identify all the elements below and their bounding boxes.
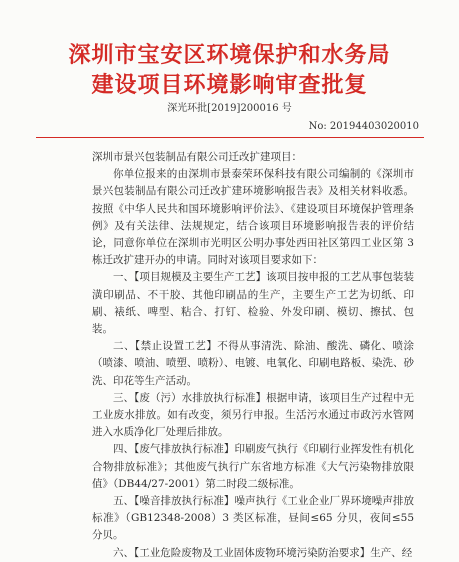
requirement-item-4: 四、【废气排放执行标准】印刷废气执行《印刷行业挥发性有机化合物排放标准》；其他废气执行广东省地方标准《大气污染物排放限值》（DB44/27-2001）第二时段二级标准。 [92, 443, 414, 490]
document-number: 深光环批[2019]200016 号 [167, 103, 292, 114]
requirement-item-3: 三、【废（污）水排放执行标准】根据申请，该项目生产过程中无工业废水排放。如有改变，须另行申报。生活污水通过市政污水管网进入水质净化厂处理后排放。 [92, 391, 414, 439]
document-body [92, 149, 414, 562]
addressee: 深圳市景兴包装制品有限公司迁改扩建项目： [92, 151, 302, 163]
document-title-line2: 建设项目环境影响审查批复 [91, 72, 368, 98]
serial-number: No: 20194403020010 [308, 121, 419, 132]
requirement-item-5: 五、【噪音排放执行标准】噪声执行《工业企业厂界环境噪声排放标准》（GB12348-2008）3 类区标准，昼间≤65 分贝，夜间≤55 分贝。 [92, 495, 414, 542]
header-divider [36, 137, 424, 138]
document-title-line1: 深圳市宝安区环境保护和水务局 [68, 42, 391, 68]
requirement-item-1: 一、【项目规模及主要生产工艺】该项目按申报的工艺从事包装装潢印刷品、不干胶、其他印刷品的生产，主要生产工艺为切纸、印刷、裱纸、啤型、粘合、打钉、检验、外发印刷、模切、擦拭、包装。 [92, 271, 414, 336]
requirement-item-6: 六、【工业危险废物及工业固体废物环境污染防治要求】生产、经 [113, 546, 413, 559]
intro-paragraph: 你单位报来的由深圳市景泰荣环保科技有限公司编制的《深圳市景兴包装制品有限公司迁改扩建环境影响报告表》及相关材料收悉。按照《中华人民共和国环境影响评价法》、《建设项目环境保护管理条例》及有关法律、法规规定，结合该项目环境影响报告表的评价结论，同意你单位在深圳市光明区公明办事处西田社区第四工业区第 3 栋迁改扩建开办的申请。同时对该项目要求如下： [92, 168, 414, 267]
requirement-item-2: 二、【禁止设置工艺】不得从事清洗、除油、酸洗、磷化、喷涂（喷漆、喷油、喷塑、喷粉）、电镀、电氧化、印刷电路板、染洗、砂洗、印花等生产活动。 [92, 340, 414, 387]
